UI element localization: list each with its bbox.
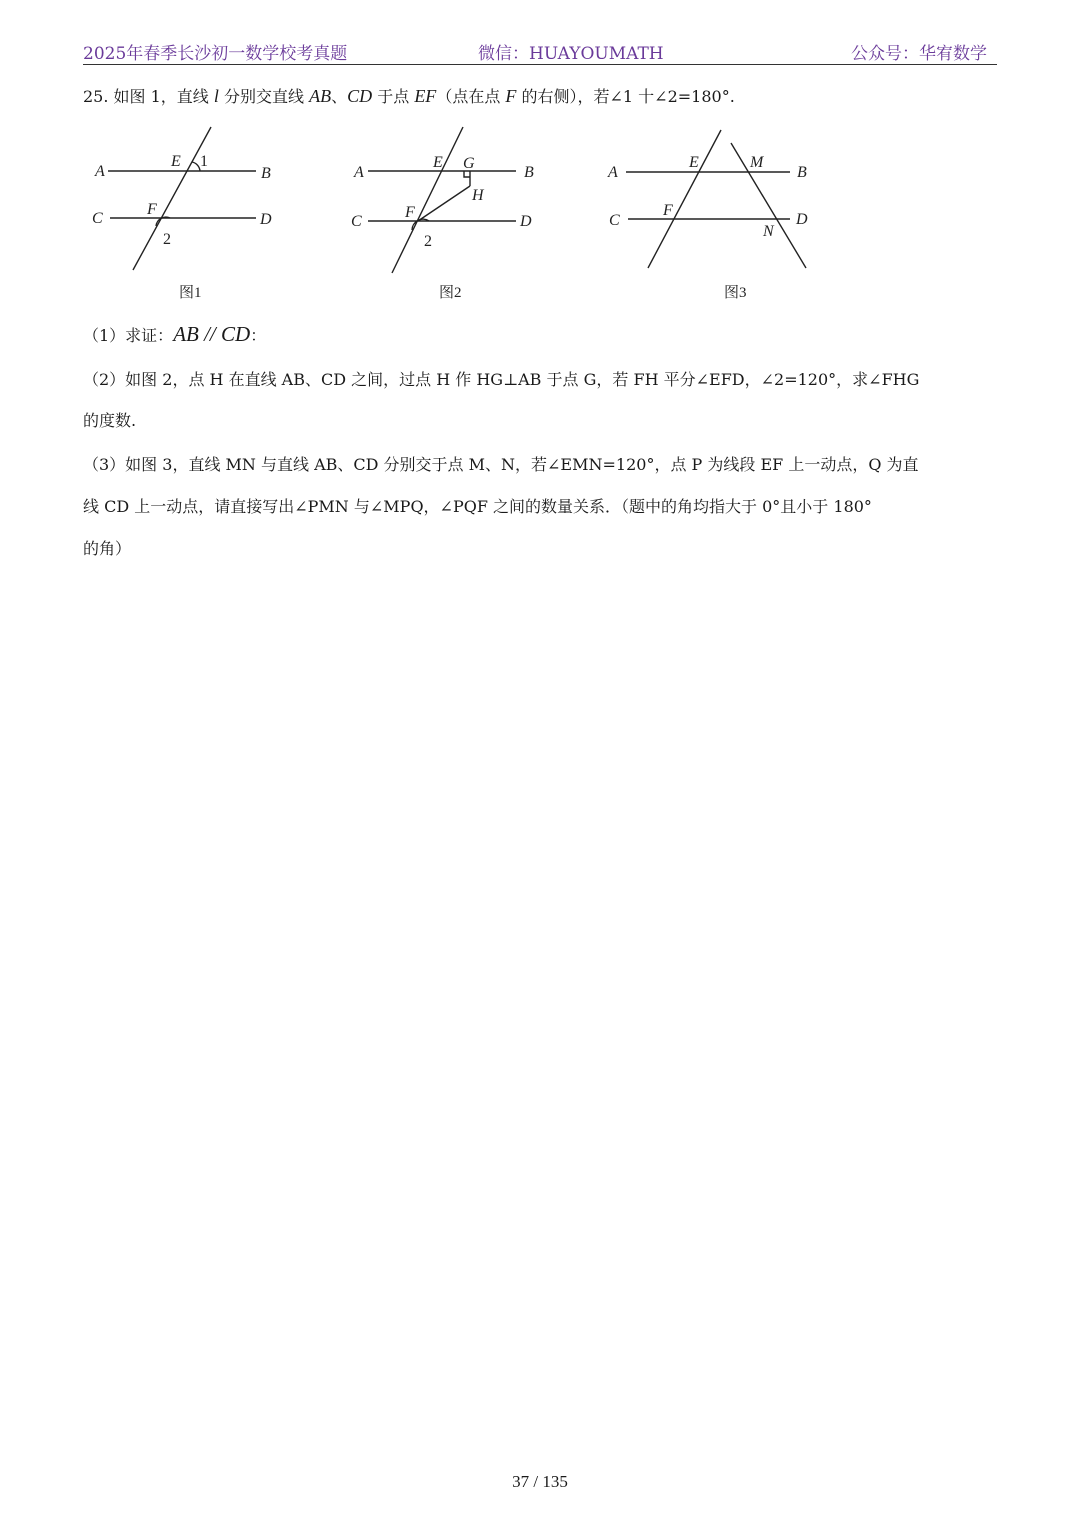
fig3-label-b: B (797, 164, 807, 181)
fig2-label-angle2: 2 (424, 233, 432, 250)
page-number: 37 / 135 (512, 1472, 568, 1491)
fig3-label-e: E (689, 154, 699, 171)
fig1-label-d: D (260, 211, 272, 228)
problem-text: 25. 如图 1，直线 (83, 87, 214, 106)
fig3-label-m: M (750, 154, 764, 171)
problem-statement (83, 84, 735, 107)
fig1-label-a: A (95, 163, 105, 180)
fig3-label-d: D (796, 211, 808, 228)
problem-text: 的右侧），若∠1 十∠2=180°. (516, 87, 735, 106)
fig1-label-b: B (261, 165, 271, 182)
fig3-label-c: C (609, 212, 620, 229)
header-title: 2025年春季长沙初一数学校考真题 (83, 44, 348, 64)
fig3-transversal-ef (648, 130, 721, 268)
fig3-line-mn (731, 143, 806, 268)
line-ab-label: AB (309, 86, 332, 106)
figures (0, 115, 1080, 310)
problem-text: 、 (331, 87, 348, 106)
fig1-caption: 图1 (179, 285, 202, 301)
fig1-label-f: F (147, 201, 157, 218)
part1-math: AB // CD (173, 322, 251, 346)
fig1-label-c: C (92, 210, 103, 227)
problem-text: （点在点 (436, 87, 506, 106)
line-l-label: l (213, 86, 219, 106)
problem-text: 于点 (372, 87, 415, 106)
part1 (83, 322, 266, 347)
fig2-label-a: A (354, 164, 364, 181)
page-header (83, 36, 997, 65)
fig3-label-f: F (663, 202, 673, 219)
fig2-label-h: H (472, 187, 484, 204)
fig2-transversal (392, 127, 463, 273)
fig1-label-e: E (171, 153, 181, 170)
fig2-caption: 图2 (439, 285, 462, 301)
part3-line1: （3）如图 3，直线 MN 与直线 AB、CD 分别交于点 M、N，若∠EMN=120°，点 P 为线段 EF 上一动点，Q 为直 (83, 455, 919, 474)
fig3-label-n: N (763, 223, 774, 240)
point-f-label: F (505, 86, 517, 106)
problem-text: 分别交直线 (218, 87, 310, 106)
part2-line1: （2）如图 2，点 H 在直线 AB、CD 之间，过点 H 作 HG⊥AB 于点 G，若 FH 平分∠EFD，∠2=120°，求∠FHG (83, 370, 920, 389)
fig1-angle1-arc (192, 162, 200, 171)
fig2-label-e: E (433, 154, 443, 171)
fig3-caption: 图3 (724, 285, 747, 301)
points-ef-label: EF (414, 86, 437, 106)
part1-text: ： (250, 326, 267, 345)
fig1-label-angle2: 2 (163, 231, 171, 248)
fig1-label-angle1: 1 (200, 153, 208, 170)
line-cd-label: CD (347, 86, 373, 106)
part2-line2: 的度数. (83, 411, 137, 430)
part3-line2: 线 CD 上一动点，请直接写出∠PMN 与∠MPQ，∠PQF 之间的数量关系．（题中的角均指大于 0°且小于 180° (83, 497, 872, 516)
fig2-label-d: D (520, 213, 532, 230)
header-account: 公众号：华宥数学 (851, 44, 987, 64)
fig2-label-c: C (351, 213, 362, 230)
fig2-label-f: F (405, 204, 415, 221)
fig3-label-a: A (608, 164, 618, 181)
header-wechat: 微信：HUAYOUMATH (478, 44, 664, 64)
fig2-label-b: B (524, 164, 534, 181)
fig2-label-g: G (463, 155, 475, 172)
part3-line3: 的角） (83, 539, 132, 558)
fig1-transversal (133, 127, 211, 270)
part1-text: （1）求证： (83, 326, 174, 345)
